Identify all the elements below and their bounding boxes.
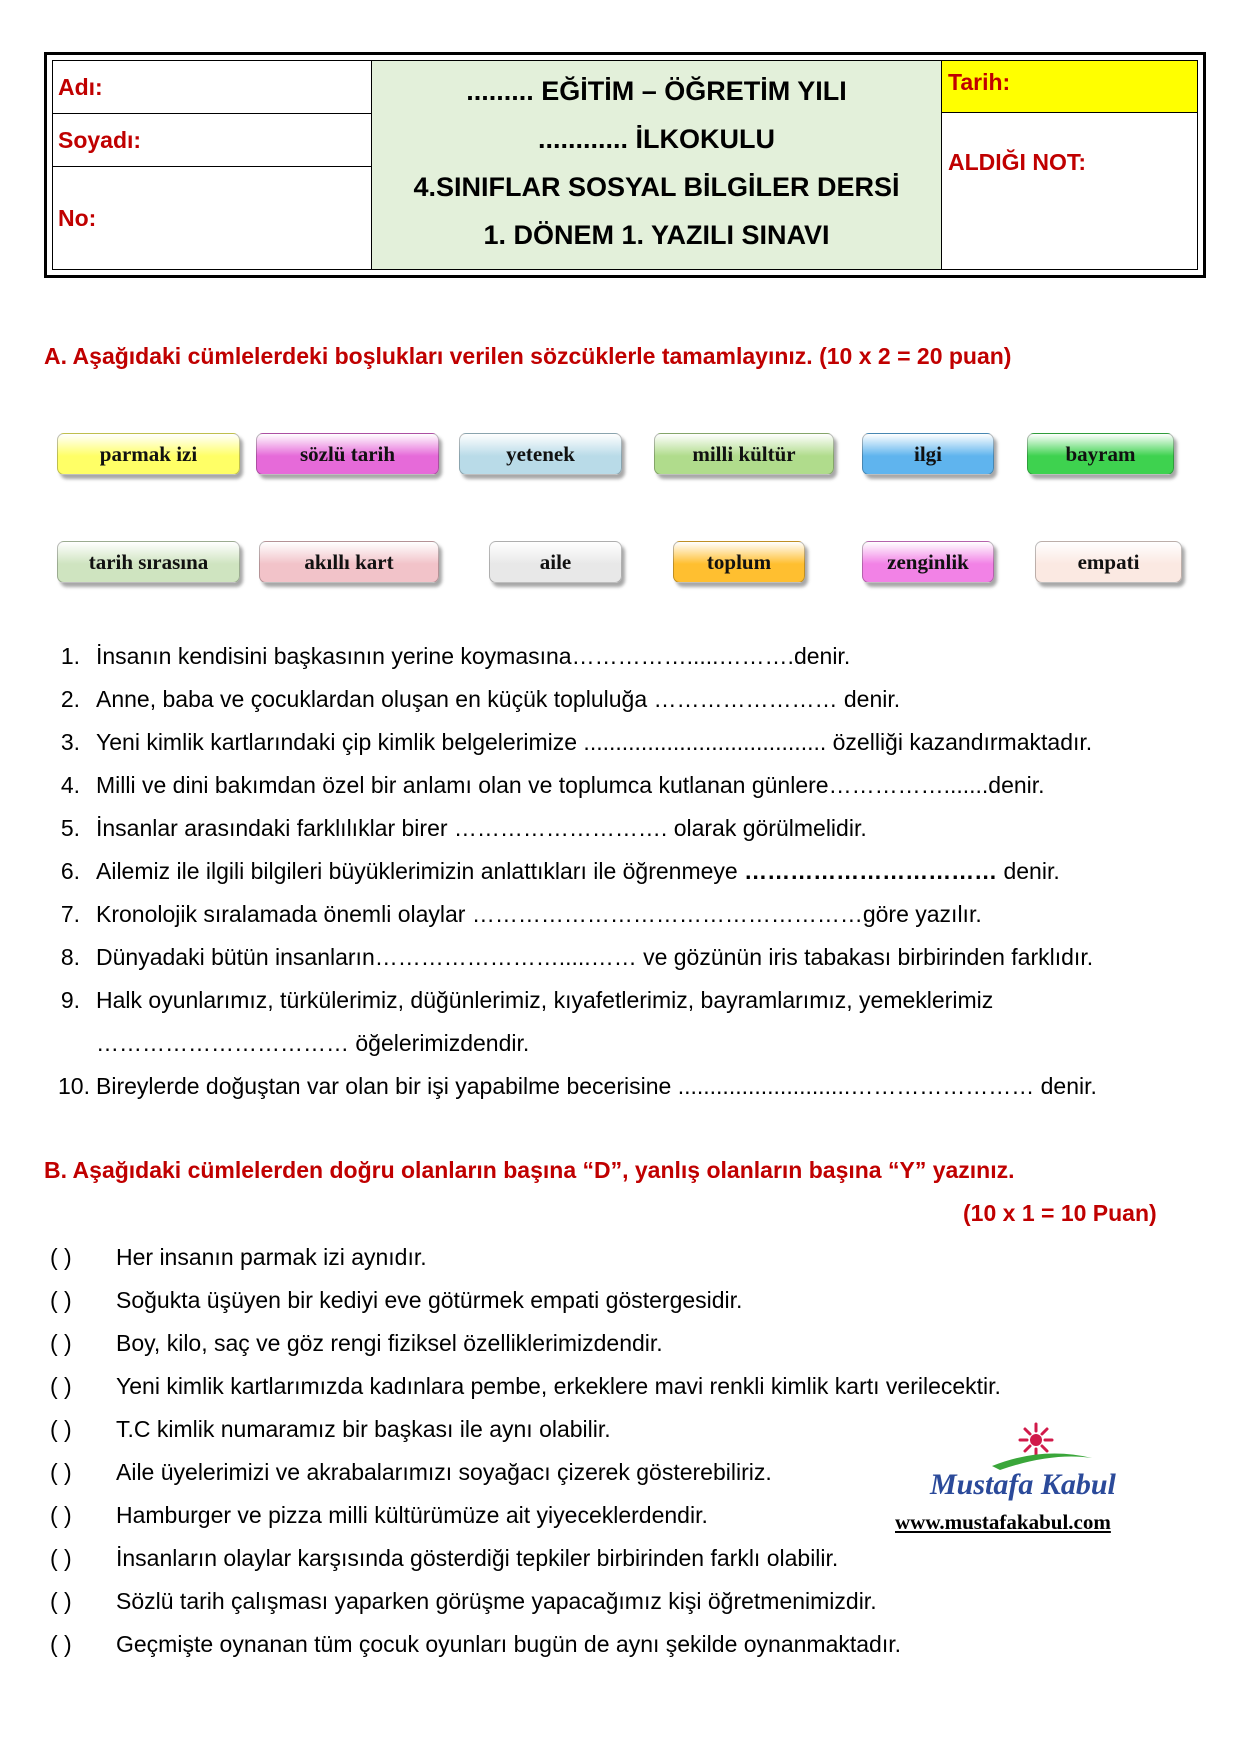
word-label: toplum [706, 549, 772, 574]
number-label: No: [58, 204, 97, 231]
item-number: 7. [60, 901, 80, 927]
answer-blank[interactable]: ( ) [50, 1631, 72, 1657]
true-false-item: Her insanın parmak izi aynıdır. [116, 1244, 427, 1270]
item-number: 5. [60, 815, 80, 841]
exam-title-block [372, 61, 942, 269]
fill-in-item-continuation: …………………………… öğelerimizdendir. [96, 1030, 530, 1056]
fill-in-item [96, 858, 1060, 885]
word-box [654, 433, 834, 475]
fill-in-item: İnsanın kendisini başkasının yerine koymasına…………….....……….denir. [96, 643, 851, 669]
section-b-title: B. Aşağıdaki cümlelerden doğru olanların başına “D”, yanlış olanların başına “Y” yazınız. [44, 1157, 1015, 1183]
word-label: milli kültür [692, 441, 796, 466]
date-label: Tarih: [948, 69, 1011, 95]
fill-in-item: Halk oyunlarımız, türkülerimiz, düğünlerimiz, kıyafetlerimiz, bayramlarımız, yemeklerimiz [96, 987, 994, 1013]
word-label: sözlü tarih [299, 441, 396, 466]
grade-label: ALDIĞI NOT: [948, 149, 1086, 175]
answer-blank[interactable]: ( ) [50, 1459, 72, 1485]
true-false-item: Boy, kilo, saç ve göz rengi fiziksel özelliklerimizdendir. [116, 1330, 663, 1356]
fill-in-tail: denir. [997, 858, 1060, 884]
word-label: zenginlik [887, 549, 969, 574]
word-label: yetenek [506, 441, 575, 466]
fill-in-item: Anne, baba ve çocuklardan oluşan en küçük topluluğa …………………… denir. [96, 686, 901, 712]
school-year-title: ......... EĞİTİM – ÖĞRETİM YILI [466, 75, 847, 106]
true-false-item: Sözlü tarih çalışması yaparken görüşme yapacağımız kişi öğretmenimizdir. [116, 1588, 877, 1614]
surname-field[interactable] [53, 114, 371, 167]
date-field[interactable] [942, 61, 1197, 113]
answer-blank[interactable]: ( ) [50, 1244, 72, 1270]
word-label: bayram [1065, 441, 1136, 466]
true-false-item: Geçmişte oynanan tüm çocuk oyunları bugün de aynı şekilde oynanmaktadır. [116, 1631, 902, 1657]
exam-header [44, 52, 1206, 278]
surname-label: Soyadı: [58, 126, 142, 153]
item-number: 10. [58, 1073, 90, 1099]
section-a-title: A. Aşağıdaki cümlelerdeki boşlukları verilen sözcüklerle tamamlayınız. (10 x 2 = 20 puan) [44, 343, 1012, 369]
fill-in-item: Kronolojik sıralamada önemli olaylar ……………………………………………göre yazılır. [96, 901, 982, 927]
item-number: 3. [60, 729, 80, 755]
answer-blank[interactable]: ( ) [50, 1416, 72, 1442]
true-false-item: Hamburger ve pizza milli kültürümüze ait yiyeceklerdendir. [116, 1502, 708, 1528]
word-box [256, 433, 439, 475]
name-field[interactable] [53, 61, 371, 114]
item-number: 9. [60, 987, 80, 1013]
fill-in-item: İnsanlar arasındaki farklılıklar birer ………………………. olarak görülmelidir. [96, 815, 867, 841]
fill-in-text: Ailemiz ile ilgili bilgileri büyüklerimizin anlattıkları ile öğrenmeye [96, 858, 745, 884]
item-number: 1. [60, 643, 80, 669]
fill-in-item: Dünyadaki bütün insanların…………………….....…… ve gözünün iris tabakası birbirinden farklıdır. [96, 944, 1094, 970]
word-box [862, 541, 994, 583]
word-label: aile [539, 549, 572, 574]
sun-icon [1020, 1424, 1052, 1456]
word-box [862, 433, 994, 475]
logo-brand-name: Mustafa Kabul [930, 1468, 1116, 1501]
word-box [489, 541, 622, 583]
true-false-item: T.C kimlik numaramız bir başkası ile aynı olabilir. [116, 1416, 611, 1442]
true-false-item: Aile üyelerimizi ve akrabalarımızı soyağacı çizerek gösterebiliriz. [116, 1459, 772, 1485]
exam-title: 1. DÖNEM 1. YAZILI SINAVI [483, 219, 830, 250]
word-label: akıllı kart [304, 549, 394, 574]
word-label: parmak izi [99, 441, 198, 466]
school-name-title: ............ İLKOKULU [537, 123, 775, 154]
logo-website-link[interactable]: www.mustafakabul.com [895, 1510, 1111, 1534]
answer-blank[interactable]: ( ) [50, 1373, 72, 1399]
answer-blank[interactable]: ( ) [50, 1588, 72, 1614]
true-false-item: Soğukta üşüyen bir kediyi eve götürmek empati göstergesidir. [116, 1287, 743, 1313]
item-number: 8. [60, 944, 80, 970]
true-false-item: İnsanların olaylar karşısında gösterdiği tepkiler birbirinden farklı olabilir. [116, 1545, 839, 1571]
answer-blank[interactable]: ( ) [50, 1330, 72, 1356]
word-box [459, 433, 622, 475]
grade-column [942, 61, 1197, 269]
word-box [1027, 433, 1174, 475]
name-label: Adı: [58, 73, 103, 100]
grade-field[interactable] [942, 113, 1197, 269]
word-box [673, 541, 805, 583]
student-info-column [53, 61, 372, 269]
word-box [259, 541, 439, 583]
word-label: tarih sırasına [88, 549, 209, 574]
answer-blank[interactable]: ( ) [50, 1502, 72, 1528]
word-box [57, 433, 240, 475]
true-false-item: Yeni kimlik kartlarımızda kadınlara pembe, erkeklere mavi renkli kimlik kartı verilecektir. [116, 1373, 1001, 1399]
answer-blank[interactable]: ( ) [50, 1287, 72, 1313]
item-number: 4. [60, 772, 80, 798]
fill-in-item: Yeni kimlik kartlarındaki çip kimlik belgelerimize ...................................... özelliği kazandırmaktadır. [96, 729, 1093, 755]
answer-blank[interactable]: ( ) [50, 1545, 72, 1571]
item-number: 2. [60, 686, 80, 712]
item-number: 6. [60, 858, 80, 884]
fill-in-item: Milli ve dini bakımdan özel bir anlamı olan ve toplumca kutlanan günlere…………….......denir. [96, 772, 1045, 798]
section-b-points: (10 x 1 = 10 Puan) [963, 1200, 1157, 1226]
word-box [57, 541, 240, 583]
course-title: 4.SINIFLAR SOSYAL BİLGİLER DERSİ [413, 171, 900, 202]
fill-in-item: Bireylerde doğuştan var olan bir işi yapabilme becerisine ...........................…………………… denir. [96, 1073, 1097, 1099]
word-label: ilgi [913, 441, 942, 466]
word-box [1035, 541, 1182, 583]
fill-in-blank: …………………………… [744, 858, 998, 884]
exam-header-inner [52, 60, 1198, 270]
word-label: empati [1077, 549, 1140, 574]
number-field[interactable] [53, 167, 371, 269]
